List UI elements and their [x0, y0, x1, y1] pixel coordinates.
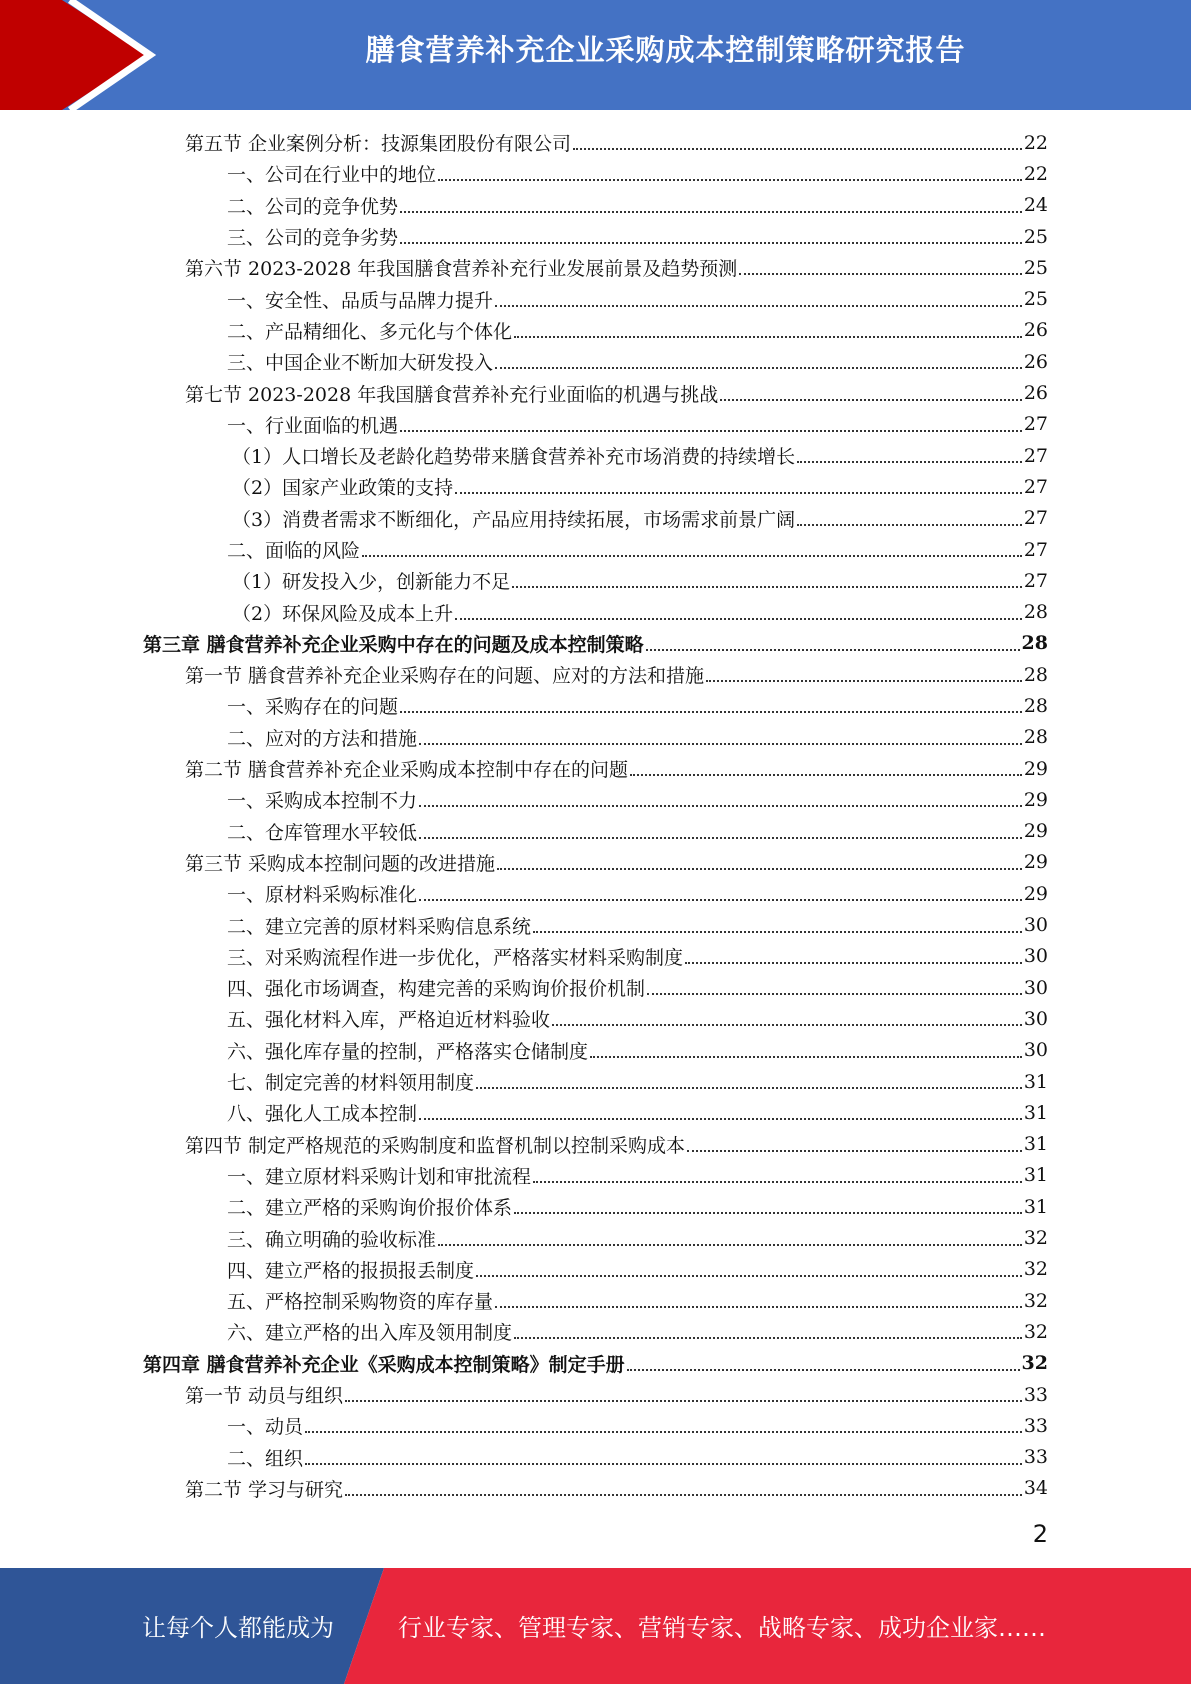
toc-subsection-entry[interactable]: [0, 596, 1048, 627]
toc-dot-leader: [797, 523, 1022, 526]
toc-entry-page: 32: [1021, 1352, 1048, 1375]
toc-entry-page: 26: [1023, 382, 1048, 405]
toc-entry-page: 30: [1023, 945, 1048, 968]
toc-entry-label: 一、动员: [227, 1416, 304, 1439]
toc-dot-leader: [495, 1305, 1022, 1308]
toc-dot-leader: [630, 773, 1022, 776]
toc-entry-page: 29: [1023, 788, 1048, 811]
toc-subsection-entry[interactable]: [0, 409, 1048, 440]
toc-dot-leader: [419, 804, 1022, 807]
toc-entry-label: 六、强化库存量的控制，严格落实仓储制度: [227, 1040, 589, 1063]
toc-entry-page: 30: [1023, 1007, 1048, 1030]
toc-dot-leader: [720, 398, 1022, 401]
toc-subsection-entry[interactable]: [0, 534, 1048, 565]
toc-dot-leader: [647, 992, 1022, 995]
toc-dot-leader: [495, 304, 1022, 307]
toc-entry-page: 29: [1023, 757, 1048, 780]
toc-entry-page: 27: [1023, 569, 1048, 592]
page-header: [0, 0, 1191, 110]
toc-entry-label: 二、公司的竞争优势: [227, 195, 399, 218]
toc-entry-page: 25: [1023, 256, 1048, 279]
toc-entry-label: 一、采购成本控制不力: [227, 790, 418, 813]
toc-entry-page: 32: [1023, 1258, 1048, 1281]
toc-subsection-entry[interactable]: [0, 1035, 1048, 1066]
toc-entry-page: 33: [1023, 1383, 1048, 1406]
toc-entry-label: 三、确立明确的验收标准: [227, 1228, 437, 1251]
toc-entry-label: 一、原材料采购标准化: [227, 884, 418, 907]
toc-entry-page: 29: [1023, 820, 1048, 843]
toc-dot-leader: [476, 1274, 1022, 1277]
toc-entry-page: 30: [1023, 1039, 1048, 1062]
toc-dot-leader: [590, 1055, 1022, 1058]
toc-entry-page: 29: [1023, 851, 1048, 874]
toc-section-entry[interactable]: [0, 377, 1048, 408]
toc-section-entry[interactable]: [0, 1473, 1048, 1504]
toc-dot-leader: [552, 1023, 1022, 1026]
toc-subsection-entry[interactable]: [0, 471, 1048, 502]
toc-subsection-entry[interactable]: [0, 1285, 1048, 1316]
toc-entry-label: 五、强化材料入库，严格迫近材料验收: [227, 1009, 551, 1032]
toc-entry-page: 28: [1023, 694, 1048, 717]
toc-entry-page: 31: [1023, 1195, 1048, 1218]
toc-dot-leader: [305, 1462, 1022, 1465]
toc-entry-page: 32: [1023, 1289, 1048, 1312]
report-title: 膳食营养补充企业采购成本控制策略研究报告: [365, 33, 966, 67]
toc-dot-leader: [455, 491, 1022, 494]
toc-dot-leader: [362, 554, 1022, 557]
toc-entry-page: 27: [1023, 444, 1048, 467]
toc-dot-leader: [685, 961, 1022, 964]
toc-subsection-entry[interactable]: [0, 690, 1048, 721]
toc-entry-label: 四、强化市场调查，构建完善的采购询价报价机制: [227, 978, 646, 1001]
toc-subsection-entry[interactable]: [0, 1222, 1048, 1253]
toc-entry-label: 一、安全性、品质与品牌力提升: [227, 289, 494, 312]
toc-entry-label: 第四节 制定严格规范的采购制度和监督机制以控制采购成本: [185, 1134, 686, 1157]
toc-entry-page: 22: [1023, 131, 1048, 154]
toc-dot-leader: [419, 836, 1022, 839]
toc-chapter-entry[interactable]: [0, 628, 1048, 659]
toc-subsection-entry[interactable]: [0, 1191, 1048, 1222]
toc-section-entry[interactable]: [0, 659, 1048, 690]
toc-section-entry[interactable]: [0, 753, 1048, 784]
toc-subsection-entry[interactable]: [0, 158, 1048, 189]
toc-entry-label: （1）研发投入少，创新能力不足: [232, 571, 511, 594]
toc-entry-page: 26: [1023, 350, 1048, 373]
toc-entry-label: 一、公司在行业中的地位: [227, 164, 437, 187]
toc-entry-label: 第六节 2023-2028 年我国膳食营养补充行业发展前景及趋势预测: [185, 258, 738, 281]
toc-entry-page: 31: [1023, 1164, 1048, 1187]
toc-chapter-entry[interactable]: [0, 1348, 1048, 1379]
toc-dot-leader: [419, 898, 1022, 901]
toc-dot-leader: [400, 429, 1022, 432]
toc-entry-label: 二、应对的方法和措施: [227, 727, 418, 750]
toc-entry-page: 30: [1023, 914, 1048, 937]
toc-entry-page: 27: [1023, 538, 1048, 561]
toc-dot-leader: [400, 210, 1022, 213]
toc-entry-page: 22: [1023, 162, 1048, 185]
toc-entry-page: 25: [1023, 288, 1048, 311]
toc-subsection-entry[interactable]: [0, 346, 1048, 377]
toc-dot-leader: [797, 460, 1022, 463]
page-footer: [0, 1568, 1191, 1684]
toc-entry-label: 第二节 学习与研究: [185, 1478, 344, 1501]
toc-entry-label: 四、建立严格的报损报丢制度: [227, 1259, 475, 1282]
toc-entry-page: 33: [1023, 1446, 1048, 1469]
toc-entry-label: 三、中国企业不断加大研发投入: [227, 352, 494, 375]
toc-subsection-entry[interactable]: [0, 221, 1048, 252]
toc-subsection-entry[interactable]: [0, 565, 1048, 596]
toc-dot-leader: [419, 1117, 1022, 1120]
toc-dot-leader: [533, 930, 1022, 933]
toc-subsection-entry[interactable]: [0, 440, 1048, 471]
toc-section-entry[interactable]: [0, 252, 1048, 283]
toc-dot-leader: [305, 1430, 1022, 1433]
toc-entry-page: 28: [1023, 726, 1048, 749]
toc-entry-label: 二、建立严格的采购询价报价体系: [227, 1197, 513, 1220]
toc-entry-label: 二、产品精细化、多元化与个体化: [227, 320, 513, 343]
toc-entry-page: 27: [1023, 507, 1048, 530]
toc-subsection-entry[interactable]: [0, 190, 1048, 221]
toc-dot-leader: [706, 679, 1022, 682]
toc-dot-leader: [739, 272, 1022, 275]
toc-entry-label: 二、建立完善的原材料采购信息系统: [227, 915, 532, 938]
footer-slogan-right: 行业专家、管理专家、营销专家、战略专家、成功企业家……: [398, 1614, 1046, 1642]
toc-entry-page: 28: [1021, 632, 1048, 655]
toc-subsection-entry[interactable]: [0, 1441, 1048, 1472]
toc-entry-label: 一、行业面临的机遇: [227, 414, 399, 437]
page-number: 2: [1032, 1520, 1048, 1548]
toc-entry-page: 31: [1023, 1133, 1048, 1156]
toc-subsection-entry[interactable]: [0, 315, 1048, 346]
toc-subsection-entry[interactable]: [0, 1410, 1048, 1441]
toc-entry-page: 32: [1023, 1227, 1048, 1250]
toc-entry-label: 一、采购存在的问题: [227, 696, 399, 719]
toc-subsection-entry[interactable]: [0, 1003, 1048, 1034]
toc-dot-leader: [514, 1211, 1022, 1214]
toc-entry-label: 第五节 企业案例分析：技源集团股份有限公司: [185, 133, 572, 156]
toc-dot-leader: [455, 617, 1022, 620]
toc-entry-page: 27: [1023, 413, 1048, 436]
toc-subsection-entry[interactable]: [0, 1316, 1048, 1347]
toc-subsection-entry[interactable]: [0, 1066, 1048, 1097]
toc-entry-page: 31: [1023, 1101, 1048, 1124]
toc-entry-label: 三、对采购流程作进一步优化，严格落实材料采购制度: [227, 946, 684, 969]
toc-entry-page: 28: [1023, 663, 1048, 686]
toc-dot-leader: [400, 710, 1022, 713]
toc-entry-label: （3）消费者需求不断细化，产品应用持续拓展，市场需求前景广阔: [232, 508, 796, 531]
toc-dot-leader: [514, 1336, 1022, 1339]
toc-entry-label: 第一节 膳食营养补充企业采购存在的问题、应对的方法和措施: [185, 665, 705, 688]
toc-entry-label: 八、强化人工成本控制: [227, 1103, 418, 1126]
toc-subsection-entry[interactable]: [0, 878, 1048, 909]
toc-section-entry[interactable]: [0, 1379, 1048, 1410]
toc-dot-leader: [419, 742, 1022, 745]
toc-section-entry[interactable]: [0, 847, 1048, 878]
toc-dot-leader: [533, 1180, 1022, 1183]
toc-entry-page: 33: [1023, 1414, 1048, 1437]
toc-subsection-entry[interactable]: [0, 1160, 1048, 1191]
toc-subsection-entry[interactable]: [0, 1097, 1048, 1128]
toc-entry-page: 24: [1023, 194, 1048, 217]
toc-dot-leader: [646, 648, 1020, 651]
footer-slogan-left: 让每个人都能成为: [142, 1614, 334, 1642]
toc-entry-label: 第七节 2023-2028 年我国膳食营养补充行业面临的机遇与挑战: [185, 383, 719, 406]
toc-entry-label: 第一节 动员与组织: [185, 1385, 344, 1408]
toc-subsection-entry[interactable]: [0, 941, 1048, 972]
toc-entry-label: 第二节 膳食营养补充企业采购成本控制中存在的问题: [185, 759, 629, 782]
toc-entry-label: 三、公司的竞争劣势: [227, 227, 399, 250]
toc-subsection-entry[interactable]: [0, 972, 1048, 1003]
toc-subsection-entry[interactable]: [0, 1254, 1048, 1285]
table-of-contents: [0, 127, 1191, 1504]
toc-entry-page: 30: [1023, 976, 1048, 999]
toc-dot-leader: [573, 147, 1022, 150]
toc-entry-page: 29: [1023, 882, 1048, 905]
toc-entry-label: （1）人口增长及老龄化趋势带来膳食营养补充市场消费的持续增长: [232, 446, 796, 469]
toc-subsection-entry[interactable]: [0, 909, 1048, 940]
toc-entry-label: 一、建立原材料采购计划和审批流程: [227, 1165, 532, 1188]
toc-entry-label: 第三章 膳食营养补充企业采购中存在的问题及成本控制策略: [143, 633, 644, 656]
toc-entry-page: 27: [1023, 475, 1048, 498]
toc-entry-page: 32: [1023, 1320, 1048, 1343]
toc-dot-leader: [438, 1243, 1022, 1246]
toc-dot-leader: [400, 241, 1022, 244]
toc-dot-leader: [512, 585, 1022, 588]
toc-entry-page: 34: [1023, 1477, 1048, 1500]
toc-section-entry[interactable]: [0, 1129, 1048, 1160]
toc-dot-leader: [345, 1493, 1022, 1496]
toc-dot-leader: [514, 335, 1022, 338]
toc-entry-label: （2）国家产业政策的支持: [232, 477, 454, 500]
toc-dot-leader: [627, 1368, 1020, 1371]
toc-dot-leader: [476, 1086, 1022, 1089]
toc-subsection-entry[interactable]: [0, 503, 1048, 534]
toc-dot-leader: [495, 366, 1022, 369]
toc-dot-leader: [497, 867, 1022, 870]
toc-entry-label: 第四章 膳食营养补充企业《采购成本控制策略》制定手册: [143, 1353, 625, 1376]
toc-subsection-entry[interactable]: [0, 784, 1048, 815]
toc-entry-page: 25: [1023, 225, 1048, 248]
toc-entry-page: 26: [1023, 319, 1048, 342]
toc-entry-page: 31: [1023, 1070, 1048, 1093]
toc-entry-label: 二、仓库管理水平较低: [227, 821, 418, 844]
toc-subsection-entry[interactable]: [0, 816, 1048, 847]
toc-subsection-entry[interactable]: [0, 283, 1048, 314]
toc-section-entry[interactable]: [0, 127, 1048, 158]
toc-entry-label: 二、面临的风险: [227, 540, 361, 562]
toc-entry-label: 五、严格控制采购物资的库存量: [227, 1291, 494, 1314]
toc-entry-label: （2）环保风险及成本上升: [232, 602, 454, 625]
toc-dot-leader: [345, 1399, 1022, 1402]
toc-entry-page: 28: [1023, 601, 1048, 624]
toc-dot-leader: [438, 178, 1022, 181]
toc-dot-leader: [687, 1149, 1022, 1152]
toc-subsection-entry[interactable]: [0, 722, 1048, 753]
toc-entry-label: 二、组织: [227, 1447, 304, 1470]
toc-entry-label: 七、制定完善的材料领用制度: [227, 1072, 475, 1095]
toc-entry-label: 六、建立严格的出入库及领用制度: [227, 1322, 513, 1345]
toc-entry-label: 第三节 采购成本控制问题的改进措施: [185, 852, 496, 875]
